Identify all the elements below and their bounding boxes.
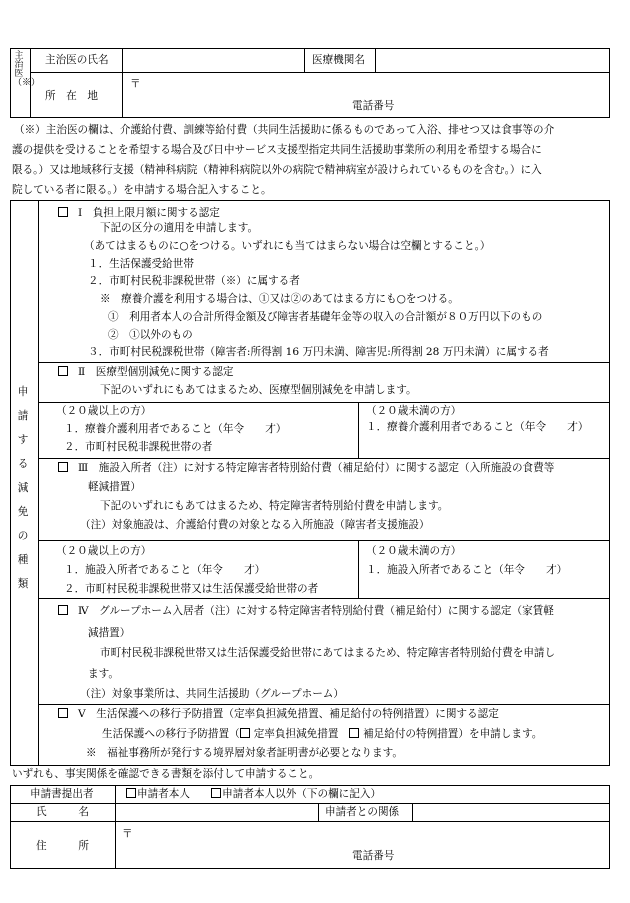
sec5-note: ※ 福祉事務所が発行する境界層対象者証明書が必要となります。 — [86, 747, 403, 759]
sec4-note: （注）対象事業所は、共同生活援助（グループホーム） — [80, 688, 344, 700]
supplement-special-checkbox[interactable] — [349, 728, 359, 738]
sec2-left1: １．療養介護利用者であること（年令 才） — [64, 423, 287, 435]
sec3-title2: 軽減措置） — [88, 481, 141, 493]
sec4-checkbox[interactable] — [58, 605, 68, 615]
sec5-title-text: Ⅴ 生活保護への移行予防措置（定率負担減免措置、補足給付の特例措置）に関する認定 — [78, 708, 499, 720]
submitter-options — [126, 788, 381, 801]
rate-reduction-checkbox[interactable] — [240, 728, 250, 738]
sec3-left1: １．施設入所者であること（年令 才） — [64, 564, 266, 576]
footer-note: いずれも、事実関係を確認できる書類を添付して申請すること。 — [12, 768, 320, 780]
sec3-right1: １．施設入所者であること（年令 才） — [366, 564, 568, 576]
submitter-other-label: 申請者本人以外（下の欄に記入） — [222, 788, 382, 800]
submitter-self-label: 申請者本人 — [137, 788, 190, 800]
sec1-title-text: Ⅰ 負担上限月額に関する認定 — [78, 207, 220, 219]
sec2-left-head: （２０歳以上の方） — [56, 405, 152, 417]
note-line: 護の提供を受けることを希望する場合及び日中サービス支援型指定共同生活援助事業所の利用を希望する場合に — [12, 144, 542, 156]
sec5-title — [58, 708, 499, 721]
sec1-item2: ２．市町村民税非課税世帯（※）に属する者 — [88, 275, 300, 287]
sec1-sub2: ② ①以外のもの — [108, 329, 193, 341]
supplement-special-label: 補足給付の特例措置）を申請します。 — [363, 728, 543, 740]
sec1-title — [58, 207, 220, 220]
doctor-divider — [375, 48, 376, 72]
institution-label: 医療機関名 — [312, 54, 365, 66]
doctor-name-label: 主治医の氏名 — [45, 54, 109, 66]
sec3-checkbox[interactable] — [58, 462, 68, 472]
sec1-checkbox[interactable] — [58, 207, 68, 217]
divider — [38, 362, 610, 363]
note-line: 院している者に限る。）を申請する場合記入すること。 — [12, 184, 272, 196]
sec4-title-text: Ⅳ グループホーム入居者（注）に対する特定障害者特別給付費（補足給付）に関する認定（家賃軽 — [78, 605, 554, 617]
postal-mark: 〒 — [130, 78, 141, 90]
doctor-divider — [122, 48, 123, 118]
sec2-left2: ２．市町村民税非課税世帯の者 — [64, 441, 213, 453]
sec3-title-text: Ⅲ 施設入所者（注）に対する特定障害者特別給付費（補足給付）に関する認定（入所施設の食費等 — [78, 462, 555, 474]
submitter-name-label: 氏 名 — [36, 806, 89, 818]
side-divider — [38, 200, 39, 766]
sec1-line2: （あてはまるものに○をつける。いずれにも当てはまらない場合は空欄とすること。） — [84, 240, 491, 252]
sec3-line1: 下記のいずれにもあてはまるため、特定障害者特別給付費を申請します。 — [100, 500, 449, 512]
address-label: 所 在 地 — [45, 90, 98, 102]
submitter-other-checkbox[interactable] — [211, 788, 221, 798]
note-line: （※）主治医の欄は、介護給付費、訓練等給付費（共同生活援助に係るものであって入浴、排せつ又は食事等の介 — [14, 124, 555, 136]
divider — [412, 803, 413, 821]
sec1-note: ※ 療養介護を利用する場合は、①又は②のあてはまる方にも○をつける。 — [100, 293, 459, 305]
sec2-line1: 下記のいずれにもあてはまるため、医療型個別減免を申請します。 — [100, 384, 417, 396]
sec3-note: （注）対象施設は、介護給付費の対象となる入所施設（障害者支援施設） — [80, 519, 430, 531]
submitter-postal-mark: 〒 — [122, 828, 133, 840]
relation-label: 申請者との関係 — [325, 806, 400, 818]
doctor-divider — [304, 48, 305, 72]
sec4-title2: 減措置） — [88, 627, 131, 639]
divider — [38, 540, 610, 541]
divider — [10, 821, 610, 822]
sec5-checkbox[interactable] — [58, 708, 68, 718]
sec3-left2: ２．市町村民税非課税世帯又は生活保護受給世帯の者 — [64, 583, 319, 595]
sec4-line1: 市町村民税非課税世帯又は生活保護受給世帯にあてはまるため、特定障害者特別給付費を申請し — [100, 647, 556, 659]
submitter-self-checkbox[interactable] — [126, 788, 136, 798]
rate-reduction-label: 定率負担減免措置 — [253, 728, 339, 740]
doctor-side-label: 主治医（※） — [13, 51, 41, 88]
sec3-left-head: （２０歳以上の方） — [56, 545, 152, 557]
sec4-line2: ます。 — [88, 668, 119, 680]
divider — [115, 785, 116, 869]
submitter-address-label: 住 所 — [36, 840, 89, 852]
sec2-right1: １．療養介護利用者であること（年令 才） — [366, 421, 589, 433]
divider — [358, 402, 359, 458]
sec1-item1: １．生活保護受給世帯 — [88, 258, 194, 270]
sec1-item3: ３．市町村民税課税世帯（障害者:所得割 16 万円未満、障害児:所得割 28 万円未満）に属する者 — [88, 346, 549, 358]
sec5-line1 — [102, 728, 542, 741]
sec1-line1: 下記の区分の適用を申請します。 — [100, 222, 259, 234]
sec2-right-head: （２０歳未満の方） — [366, 405, 462, 417]
sec2-checkbox[interactable] — [58, 366, 68, 376]
submitter-phone-label: 電話番号 — [352, 850, 395, 862]
sec4-title1 — [58, 605, 554, 618]
divider — [358, 540, 359, 598]
divider — [38, 704, 610, 705]
sec2-title — [58, 366, 234, 379]
sec2-title-text: Ⅱ 医療型個別減免に関する認定 — [78, 366, 234, 378]
divider — [10, 803, 610, 804]
phone-label: 電話番号 — [352, 100, 395, 112]
reduction-side-label: 申請する減免の種類 — [17, 386, 29, 590]
note-line: 限る。）又は地域移行支援（精神科病院（精神科病院以外の病院で精神病室が設けられているものを含む。）に入 — [12, 164, 542, 176]
submitter-label: 申請書提出者 — [30, 788, 94, 800]
sec3-title1 — [58, 462, 554, 475]
divider — [38, 402, 610, 403]
sec1-sub1: ① 利用者本人の合計所得金額及び障害者基礎年金等の収入の合計額が８０万円以下のもの — [108, 311, 543, 323]
divider — [38, 458, 610, 459]
sec5-line1-text: 生活保護への移行予防措置（ — [102, 728, 240, 740]
doctor-divider — [30, 72, 610, 73]
divider — [38, 598, 610, 599]
divider — [318, 803, 319, 821]
sec3-right-head: （２０歳未満の方） — [366, 545, 462, 557]
